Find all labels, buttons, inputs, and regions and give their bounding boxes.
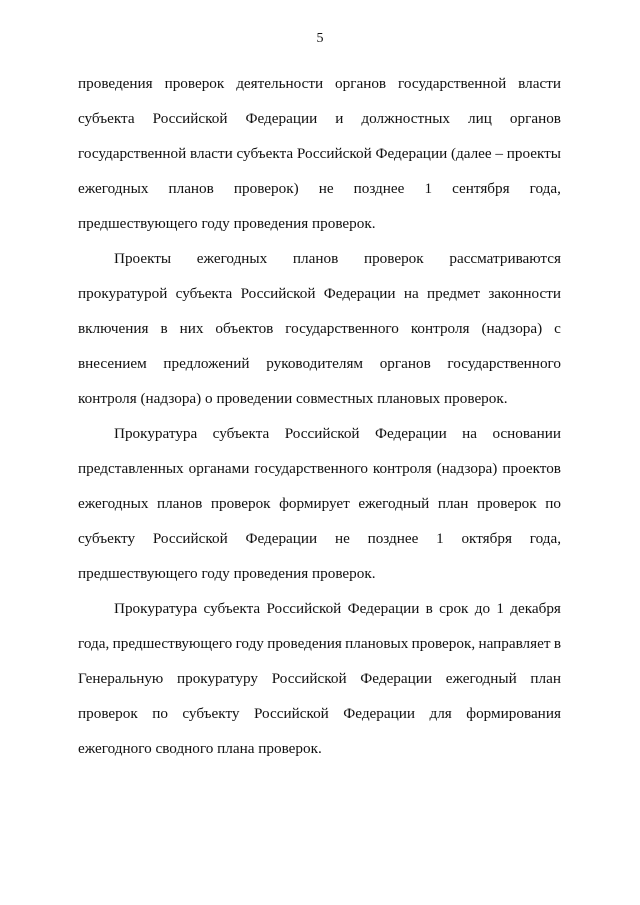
word: представленных [78, 460, 184, 477]
word: субъекту [182, 705, 240, 722]
word: ежегодный [358, 495, 430, 512]
text-line [78, 276, 561, 311]
word: план [530, 670, 561, 687]
word: 1 [436, 530, 444, 547]
word: Российской [253, 705, 329, 722]
word: проверок [476, 495, 537, 512]
word: ежегодный [445, 670, 517, 687]
word: – [495, 145, 503, 162]
word: сентября [452, 180, 510, 197]
word: планов [292, 250, 339, 267]
word: Федерации [245, 110, 318, 127]
word: государственного [254, 460, 368, 477]
word: на [462, 425, 478, 442]
word: Прокуратура [114, 425, 198, 442]
word: с [554, 320, 561, 337]
word: проверок. [312, 215, 376, 232]
word: декабря [510, 600, 561, 617]
word: формирования [466, 705, 561, 722]
word: органов [509, 110, 561, 127]
word: проверок [164, 75, 225, 92]
word: 1 [424, 180, 433, 197]
word: проверок. [444, 390, 508, 407]
text-line [78, 136, 561, 171]
word: Федерации [343, 705, 416, 722]
word: государственного [285, 320, 399, 337]
word: субъекта [203, 600, 261, 617]
text-line [78, 206, 561, 241]
word: плановых [345, 635, 409, 652]
word: внесением [78, 355, 147, 372]
word: объектов [215, 320, 274, 337]
word: рассматриваются [449, 250, 561, 267]
word: в [425, 600, 433, 617]
word: прокуратурой [78, 285, 168, 302]
word: субъекта [175, 285, 233, 302]
text-line [78, 171, 561, 206]
word: Российской [266, 600, 342, 617]
word: руководителям [266, 355, 364, 372]
word: деятельности [236, 75, 324, 92]
word: контроля [372, 460, 432, 477]
word: направляет [478, 635, 551, 652]
text-line [78, 591, 561, 626]
text-line [78, 661, 561, 696]
word: в [553, 635, 561, 652]
word: не [334, 530, 350, 547]
word: для [429, 705, 452, 722]
word: должностных [361, 110, 451, 127]
word: на [403, 285, 419, 302]
word: ежегодных [196, 250, 268, 267]
text-line [78, 556, 561, 591]
word: (надзора) [140, 390, 202, 407]
word: основании [492, 425, 561, 442]
word: контроля [410, 320, 470, 337]
word: Российской [152, 530, 228, 547]
word: проведении [216, 390, 293, 407]
word: прокуратуру [176, 670, 259, 687]
word: государственного [447, 355, 561, 372]
word: проверок [210, 495, 271, 512]
word: и [335, 110, 344, 127]
word: (надзора) [436, 460, 498, 477]
word: плановых [377, 390, 441, 407]
word: лиц [468, 110, 492, 127]
paragraph [78, 591, 561, 766]
word: позднее [367, 530, 419, 547]
word: проверок [363, 250, 424, 267]
text-line [78, 696, 561, 731]
text-line [78, 486, 561, 521]
text-line [78, 66, 561, 101]
word: предложений [163, 355, 250, 372]
word: 1 [496, 600, 504, 617]
text-line [78, 241, 561, 276]
word: ежегодных [78, 495, 149, 512]
paragraph [78, 241, 561, 416]
word: Российской [271, 670, 347, 687]
word: предшествующего [78, 565, 198, 582]
word: (далее [450, 145, 492, 162]
word: Прокуратура [114, 600, 198, 617]
word: государственной [78, 145, 187, 162]
word: октября [461, 530, 512, 547]
word: проекты [506, 145, 561, 162]
word: проведения [233, 215, 309, 232]
paragraph [78, 416, 561, 591]
word: Федерации [375, 145, 448, 162]
word: проверок) [233, 180, 299, 197]
word: предшествующего [112, 635, 233, 652]
word: Федерации [347, 600, 420, 617]
word: Российской [240, 285, 316, 302]
text-line [78, 416, 561, 451]
word: плана [217, 740, 255, 757]
word: не [318, 180, 334, 197]
word: года, [529, 530, 561, 547]
word: органов [379, 355, 431, 372]
word: году [235, 635, 264, 652]
word: власти [518, 75, 561, 92]
word: власти [189, 145, 233, 162]
word: включения [78, 320, 149, 337]
text-line [78, 731, 561, 766]
word: Федерации [323, 285, 396, 302]
word: них [179, 320, 204, 337]
word: проведения [233, 565, 309, 582]
word: план [437, 495, 469, 512]
word: году [201, 215, 230, 232]
word: ежегодных [78, 180, 149, 197]
word: субъекта [212, 425, 270, 442]
word: в [160, 320, 168, 337]
word: Генеральную [78, 670, 164, 687]
word: по [545, 495, 561, 512]
word: проведения [267, 635, 342, 652]
word: Федерации [374, 425, 447, 442]
word: позднее [353, 180, 405, 197]
word: проверок, [411, 635, 476, 652]
word: субъекту [78, 530, 136, 547]
word: срок [439, 600, 469, 617]
page-number: 5 [316, 31, 324, 46]
word: совместных [296, 390, 374, 407]
text-line [78, 381, 561, 416]
word: Федерации [360, 670, 433, 687]
word: органов [335, 75, 387, 92]
word: субъекта [236, 145, 294, 162]
paragraph [78, 66, 561, 241]
word: Российской [296, 145, 372, 162]
document-body [78, 66, 561, 766]
word: формирует [279, 495, 350, 512]
text-line [78, 346, 561, 381]
word: сводного [155, 740, 214, 757]
word: контроля [78, 390, 137, 407]
word: о [205, 390, 213, 407]
word: проверок [78, 705, 138, 722]
word: проектов [502, 460, 561, 477]
word: года, [529, 180, 561, 197]
word: Российской [284, 425, 360, 442]
text-line [78, 521, 561, 556]
word: субъекта [78, 110, 135, 127]
word: ежегодного [78, 740, 152, 757]
word: предмет [427, 285, 480, 302]
word: проведения [78, 75, 153, 92]
word: году [201, 565, 230, 582]
text-line [78, 451, 561, 486]
word: предшествующего [78, 215, 198, 232]
word: проверок. [258, 740, 322, 757]
word: Проекты [114, 250, 172, 267]
text-line [78, 101, 561, 136]
word: Российской [152, 110, 228, 127]
word: проверок. [312, 565, 376, 582]
text-line [78, 626, 561, 661]
word: Федерации [245, 530, 318, 547]
word: (надзора) [481, 320, 543, 337]
word: года, [78, 635, 110, 652]
word: законности [488, 285, 561, 302]
word: государственной [398, 75, 507, 92]
word: планов [168, 180, 214, 197]
word: планов [156, 495, 203, 512]
word: органами [188, 460, 250, 477]
word: по [152, 705, 168, 722]
word: до [474, 600, 491, 617]
text-line [78, 311, 561, 346]
